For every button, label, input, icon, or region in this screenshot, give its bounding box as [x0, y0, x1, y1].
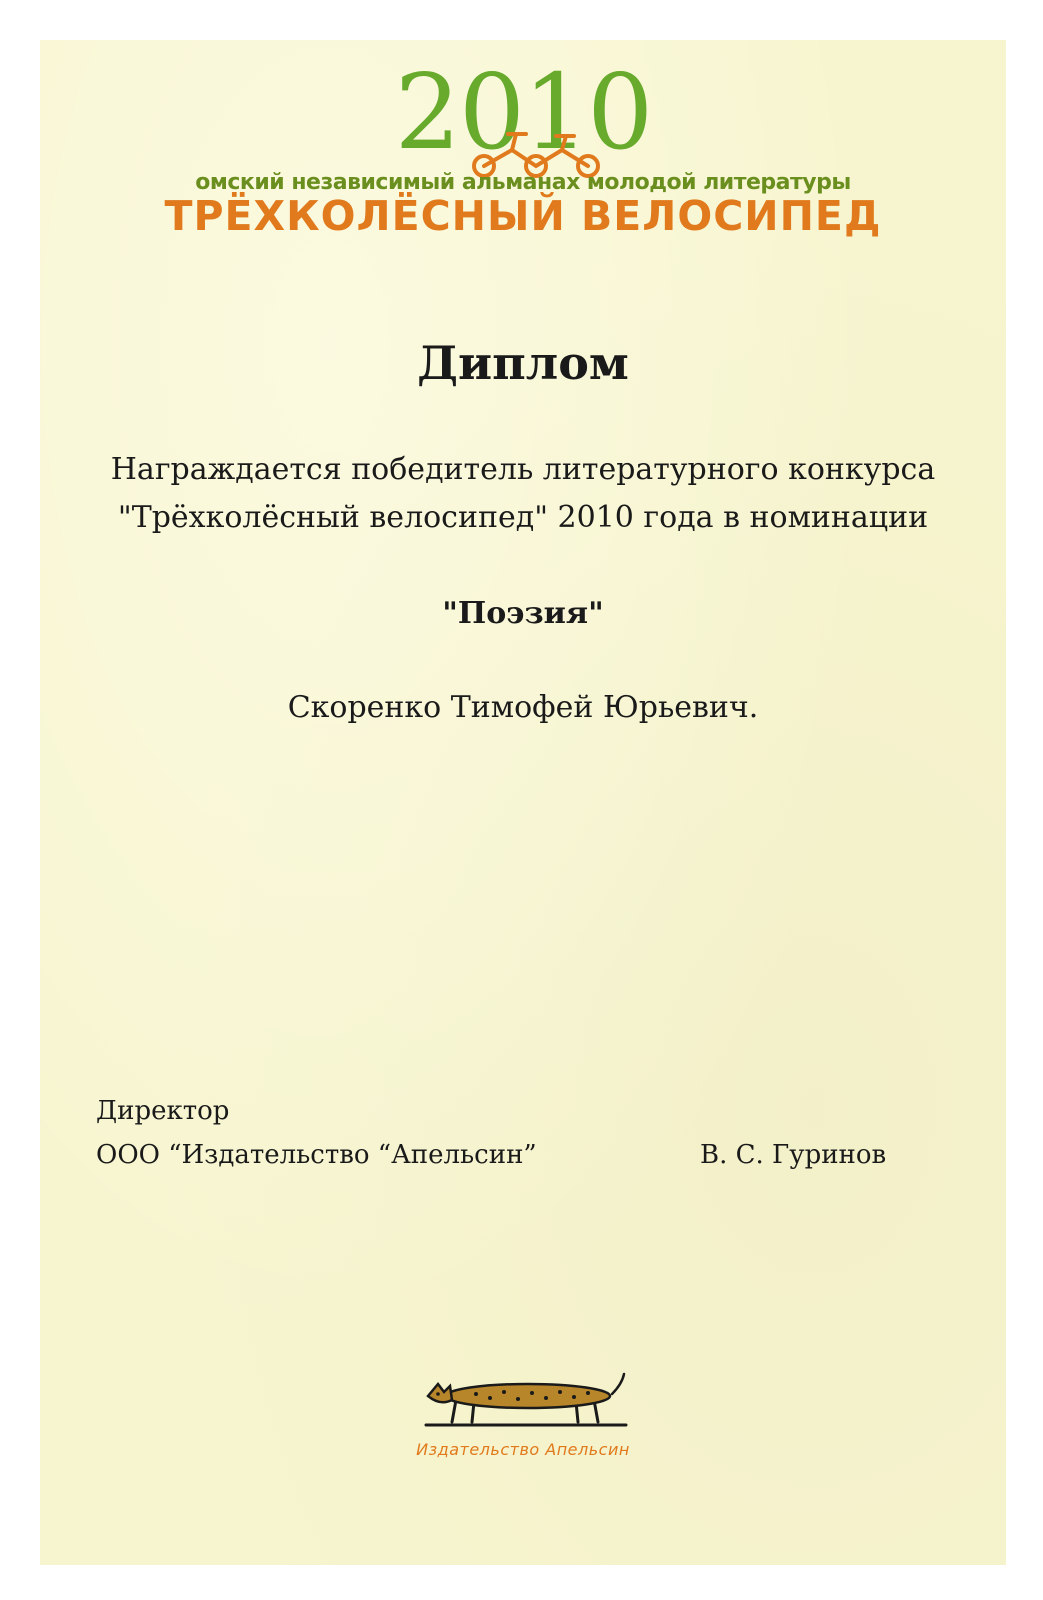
nomination: "Поэзия" [442, 596, 604, 631]
logo-name: ТРЁХКОЛЁСНЫЙ ВЕЛОСИПЕД [164, 192, 882, 240]
logo-year: 2010 [394, 51, 652, 173]
signatory-role: Директор [96, 1096, 230, 1126]
award-text-line-2: "Трёхколёсный велосипед" 2010 года в номинации [117, 500, 929, 535]
signatory-name: В. С. Гуринов [700, 1140, 887, 1170]
publisher-logo-text: Издательство Апельсин [416, 1440, 630, 1459]
signatory-organization: ООО “Издательство “Апельсин” [96, 1140, 537, 1170]
logo-subtitle: омский независимый альманах молодой литературы [195, 170, 851, 195]
diploma-sheet [40, 40, 1006, 1565]
award-text-line-1: Награждается победитель литературного конкурса [110, 452, 936, 487]
diploma-title: Диплом [417, 336, 629, 390]
winner-name: Скоренко Тимофей Юрьевич. [287, 690, 759, 725]
cat-icon [416, 1370, 636, 1430]
